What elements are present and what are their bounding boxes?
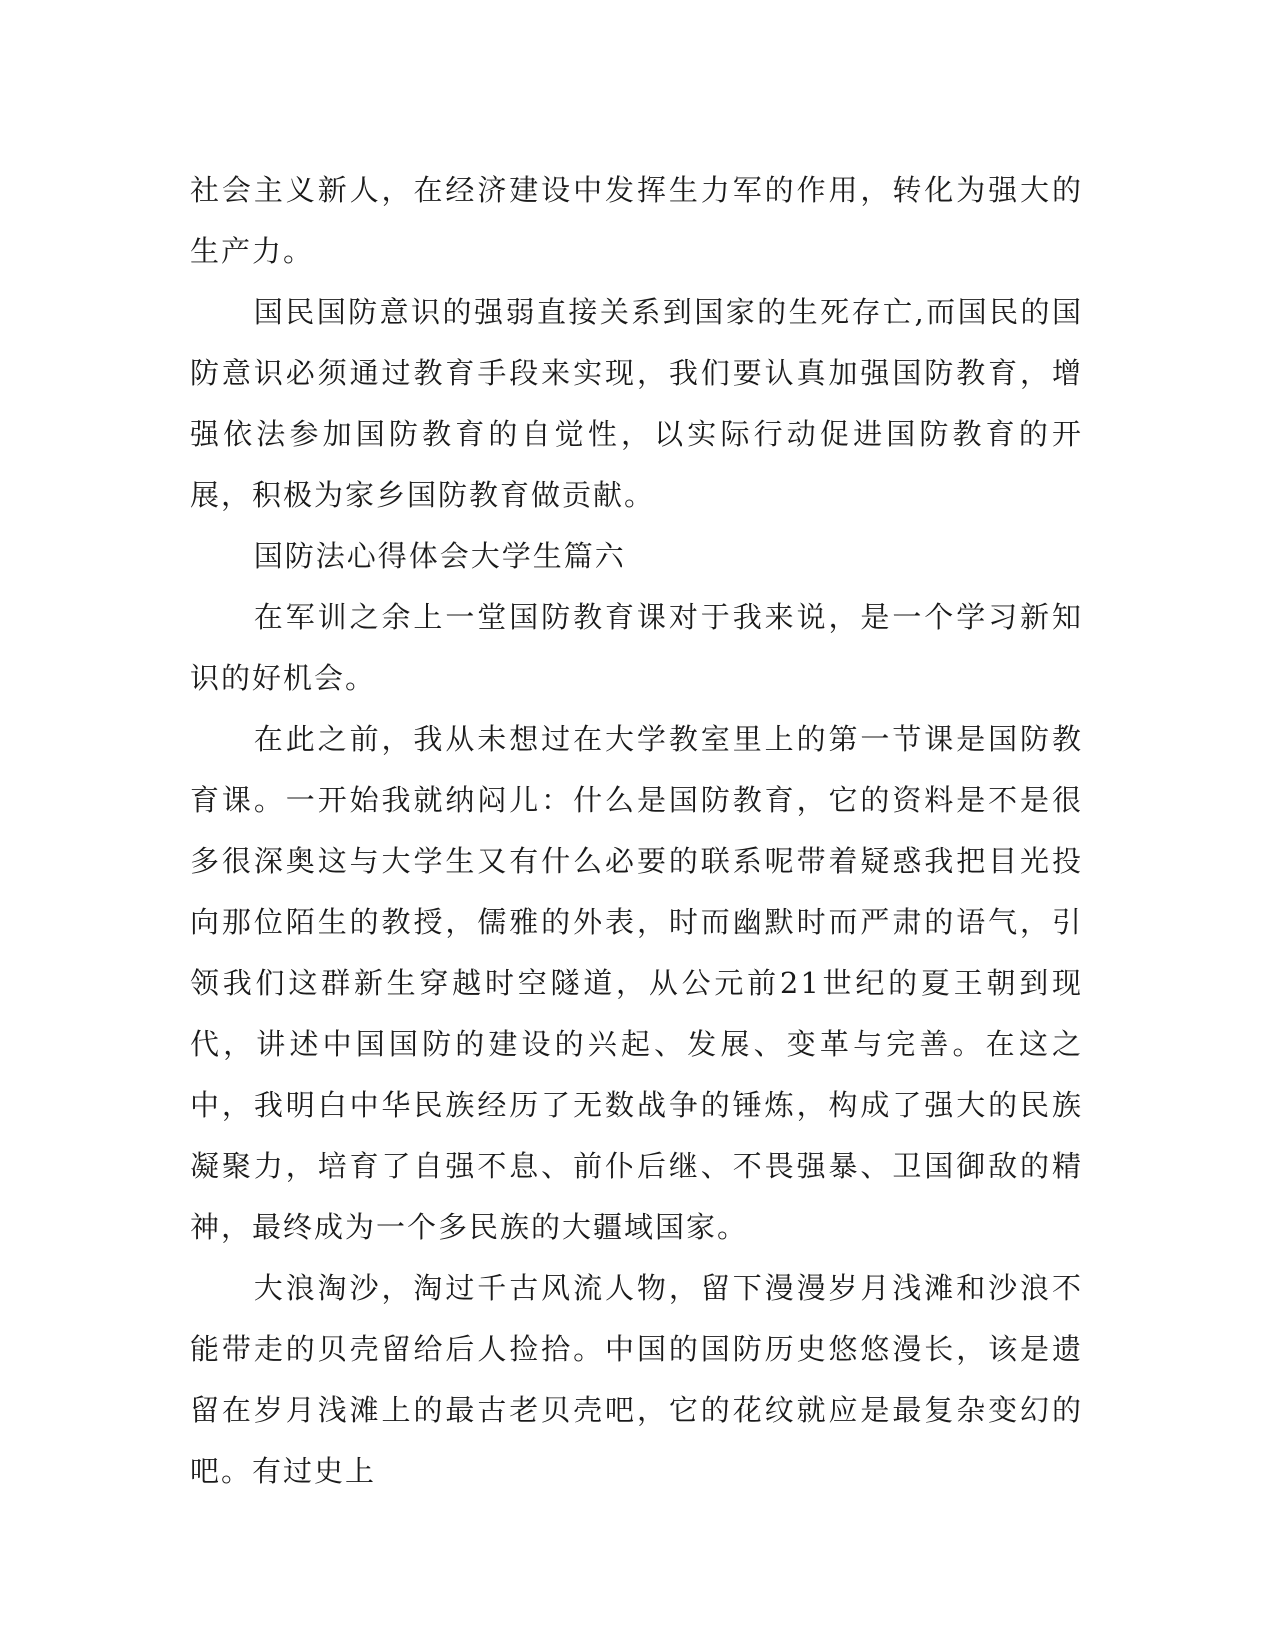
section-heading: 国防法心得体会大学生篇六 [253,539,626,573]
paragraph-1: 社会主义新人，在经济建设中发挥生力军的作用，转化为强大的生产力。 [190,173,1083,268]
paragraph-5: 大浪淘沙，淘过千古风流人物，留下漫漫岁月浅滩和沙浪不能带走的贝壳留给后人捡拾。中国的国防历史悠悠漫长，该是遗留在岁月浅滩上的最古老贝壳吧，它的花纹就应是最复杂变幻的吧。有过史上 [190,1271,1083,1488]
paragraph-3: 在军训之余上一堂国防教育课对于我来说，是一个学习新知识的好机会。 [190,600,1083,695]
paragraph-2: 国民国防意识的强弱直接关系到国家的生死存亡,而国民的国防意识必须通过教育手段来实现，我们要认真加强国防教育，增强依法参加国防教育的自觉性，以实际行动促进国防教育的开展，积极为家乡国防教育做贡献。 [190,295,1083,512]
document-body [190,160,1083,1502]
paragraph-4: 在此之前，我从未想过在大学教室里上的第一节课是国防教育课。一开始我就纳闷儿：什么是国防教育，它的资料是不是很多很深奥这与大学生又有什么必要的联系呢带着疑惑我把目光投向那位陌生的教授，儒雅的外表，时而幽默时而严肃的语气，引领我们这群新生穿越时空隧道，从公元前21世纪的夏王朝到现代，讲述中国国防的建设的兴起、发展、变革与完善。在这之中，我明白中华民族经历了无数战争的锤炼，构成了强大的民族凝聚力，培育了自强不息、前仆后继、不畏强暴、卫国御敌的精神，最终成为一个多民族的大疆域国家。 [190,722,1083,1244]
